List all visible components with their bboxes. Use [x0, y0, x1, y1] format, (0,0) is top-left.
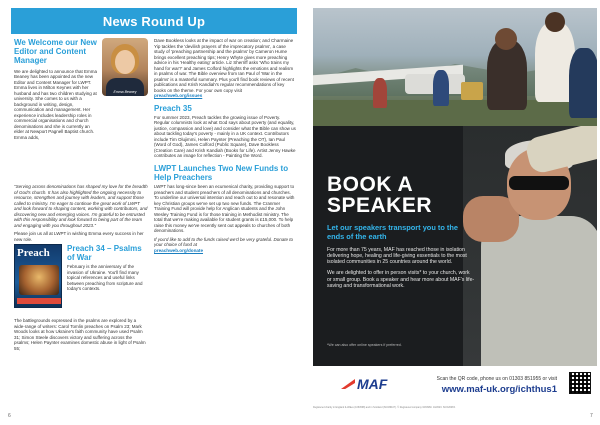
book-a-speaker-ad — [313, 8, 597, 366]
ad-subtitle: Let our speakers transport you to the ends of the earth — [327, 223, 459, 241]
preachweb-issues-link[interactable]: preachweb.org/issues — [154, 93, 203, 98]
pilot-carrying-sack-photo — [463, 126, 597, 366]
page-number-right: 7 — [590, 413, 593, 419]
preach34-article — [14, 244, 148, 318]
col2-continued: Dave Bookless looks at the impact of war on creation; and Charmaine Yip tackles the 'devilish prayers of the imprecatory psalms', a case study of 'preaching partnership and the psalms' by Cameron Hume brings excellent preaching tips; Henry Whyte gives more preaching advice in his 'Healthy eating' article. Liz Sherriff asks 'Who trains my hand for war?' and James Colford highlights the emotions and realism in psalms of war. The Bible overview from Ian Paul of 'War in the psalms' is a masterful summary. Plus you'll find book reviews of recent publications and Krish Kandiah's regular recommendations of key books on the theme. For your own copy visit — [154, 38, 294, 93]
cover-masthead: Preach — [17, 247, 50, 259]
news-roundup-header — [11, 8, 297, 34]
welcome-title: We Welcome our New Editor and Content Manager — [14, 38, 97, 66]
preach34-title: Preach 34 – Psalms of War — [67, 244, 142, 263]
ad-footer — [313, 372, 597, 412]
funds-title: LWPT Launches Two New Funds to Help Preachers — [154, 163, 289, 182]
right-column — [154, 38, 296, 416]
preach-magazine-cover — [14, 244, 62, 308]
airstrip-photo — [313, 8, 597, 126]
page-number-left: 6 — [8, 413, 11, 419]
contact-cta — [397, 376, 557, 395]
preach35-text: For summer 2023, Preach tackles the growing issue of Poverty. Regular columnists look at what God says about poverty (and equality, justice, compassion and love) and consider what the Bible can show us about tackling today's poverty - mainly in a UK context. Contributors include Tim Olujimmi, Helen Paynter (Preaching the OT), Ian Paul (Word of God), James Colford (Public Square), Dave Bookless (Creation Care) and Krish Kandiah (Books for Life). Artist Jenny Hawke contributes an image for reflection - Painting the Word. — [154, 114, 296, 159]
legal-text: Registered charity in England & Wales (1064598) and in Scotland (SC039107). © Registered company 3233960. 10/2023. SCO20ROI. — [313, 406, 456, 409]
page-title: News Round Up — [102, 13, 206, 29]
ad-title-line1: BOOK A — [327, 173, 414, 196]
preachweb-donate-link[interactable]: preachweb.org/donate — [154, 247, 204, 253]
welcome-closing: Please join us all at LWPT in wishing Emma every success in her new role. — [14, 231, 144, 242]
qr-code-icon[interactable] — [569, 372, 591, 394]
preach35-title: Preach 35 — [154, 103, 192, 113]
ad-title-line2: SPEAKER — [327, 194, 433, 217]
editor-photo — [102, 38, 148, 96]
contact-text: Scan the QR code, phone us on 01303 851955 or visit — [436, 376, 557, 382]
welcome-intro: We are delighted to announce that Emma Beaney has been appointed as the new Editor and Content Manager for LWPT. Emma lives in Milton Keynes with her husband and has two children studying at university. She comes to us with a background in writing, design, communication and management. Her experience includes leadership roles in commercial organisations and church denominations and she is currently an elder at Newport Pagnell Baptist church. Emma adds, — [14, 68, 97, 140]
maf-url-link[interactable]: www.maf-uk.org/ichthus1 — [441, 384, 557, 395]
welcome-quote: "Serving across denominations has shaped my love for the breadth of God's church. It has also highlighted the ongoing necessity to resource, strengthen and journey with leaders, and support those called to ministry. I'm eager to continue the great work of LWPT and look forward to shaping content, working with contributors, and discovering new and emerging voices. I'm grateful to be entrusted with this responsibility and look forward to being part of the team and engaging with you throughout 2023." — [14, 184, 148, 228]
preach34-text: February is the anniversary of the invasion of Ukraine. You'll find many topical references and useful links between preaching from scripture and today's contexts. — [67, 264, 143, 292]
photo-caption: Emma Beaney — [113, 90, 137, 94]
ad-body-1: For more than 75 years, MAF has reached those in isolation delivering hope, healing and life-giving essentials to the most isolated communities in 25 countries around the world. — [327, 246, 467, 266]
maf-logo-text: MAF — [357, 376, 388, 392]
welcome-article — [14, 38, 148, 140]
left-column — [14, 38, 148, 416]
ad-body-2: We are delighted to offer in person visits* to your church, work or small group. Book a speaker and hear more about MAF's life-saving and transformational work. — [327, 270, 475, 290]
right-page — [300, 0, 600, 425]
preach34-continued: The battlegrounds expressed in the psalms are explored by a wide-range of writers: Carol Tomlin preaches on Psalm 23; Mark Woods looks at how Ukraine's faith community have used Psalm 31; Simon Steele discovers victory and suffering across the psalms; Helen Paynter examines domestic abuse in light of Psalm 55; — [14, 318, 146, 351]
ad-footnote: *We can also offer online speakers if preferred. — [327, 343, 402, 347]
maf-wing-icon — [341, 379, 355, 389]
maf-logo — [341, 376, 387, 392]
funds-text-2: If you'd like to add to the funds raised we'd be very grateful. Donate to your choice of fund at — [154, 236, 294, 248]
funds-text: LWPT has long-since been an ecumenical charity, providing support to preachers and student preachers of all denominations and churches. To underline our universal intention and reach out to and resonate with key Christian groups we've set up two new funds. The Cranmer Training Fund will provide help for Anglican students and the John Wesley Training Fund is for those training in Methodist ministry. The total that we're making available for student grants is £15,000. To help raise this money we've recently sent out appeals to churches of both denominations. — [154, 184, 295, 234]
ad-copy — [327, 174, 477, 289]
